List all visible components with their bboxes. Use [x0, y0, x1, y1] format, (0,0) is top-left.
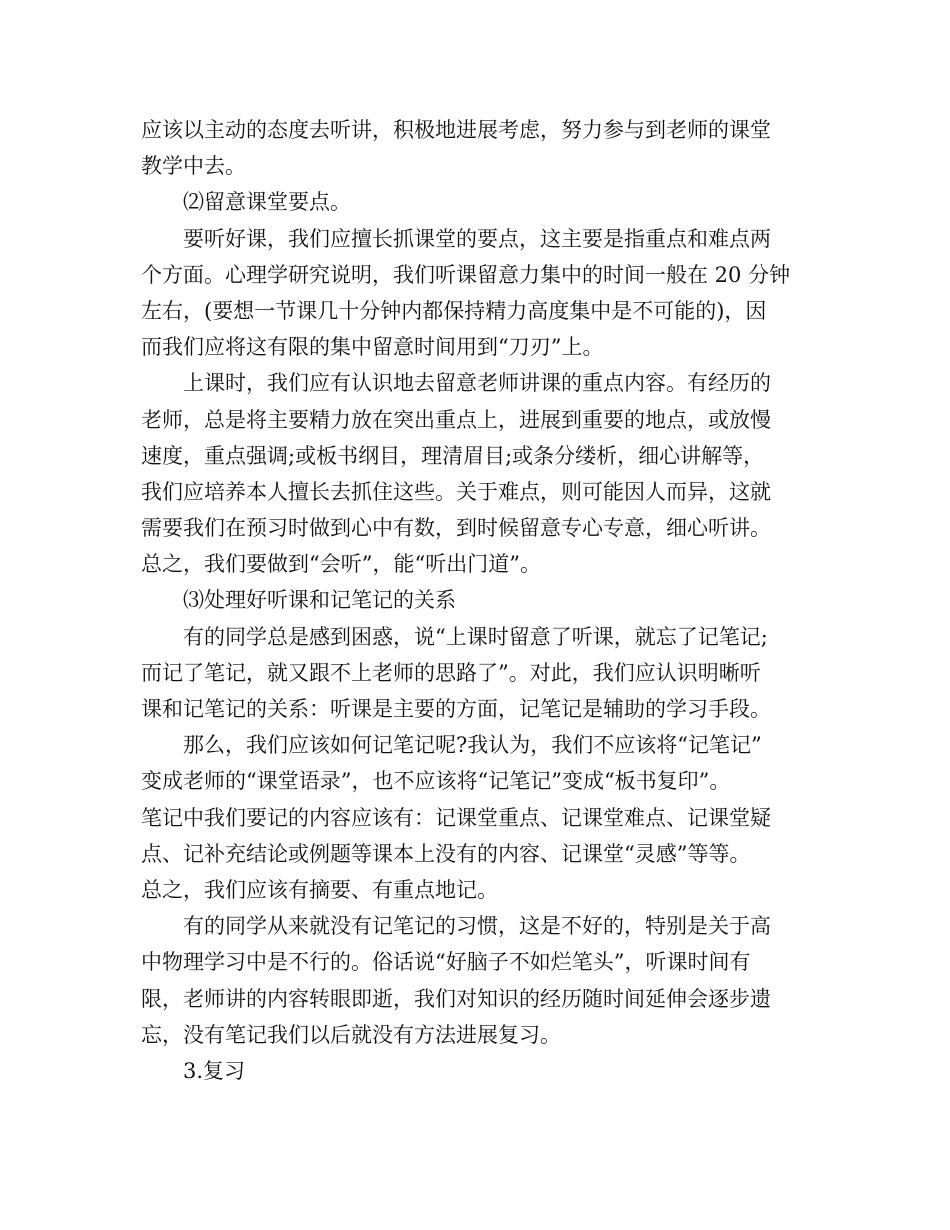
- text-line: 教学中去。: [141, 154, 246, 179]
- text-line: 个方面。心理学研究说明，我们听课留意力集中的时间一般在 20 分钟: [141, 262, 791, 287]
- text-line: 需要我们在预习时做到心中有数，到时候留意专心专意，细心听讲。: [141, 516, 771, 541]
- text-line: 总之，我们要做到“会听”，能“听出门道”。: [141, 552, 541, 577]
- text-line: 我们应培养本人擅长去抓住这些。关于难点，则可能因人而异，这就: [141, 479, 771, 504]
- text-line: 而记了笔记，就又跟不上老师的思路了”。对此，我们应认识明晰听: [141, 660, 761, 685]
- text-line: 中物理学习中是不行的。俗话说“好脑子不如烂笔头”，听课时间有: [141, 950, 751, 975]
- text-line: 上课时，我们应有认识地去留意老师讲课的重点内容。有经历的: [183, 371, 771, 396]
- text-line: 速度，重点强调;或板书纲目，理清眉目;或条分缕析，细心讲解等，: [141, 443, 765, 468]
- text-line: 变成老师的“课堂语录”，也不应该将“记笔记”变成“板书复印”。: [141, 769, 731, 794]
- text-line: 那么，我们应该如何记笔记呢?我认为，我们不应该将“记笔记”: [183, 733, 762, 758]
- text-line: 总之，我们应该有摘要、有重点地记。: [141, 877, 498, 902]
- text-line: 有的同学从来就没有记笔记的习惯，这是不好的，特别是关于高: [183, 914, 771, 939]
- text-line: 而我们应将这有限的集中留意时间用到“刀刃”上。: [141, 335, 604, 360]
- text-line: ⑵留意课堂要点。: [183, 190, 351, 215]
- text-line: 左右，(要想一节课几十分钟内都保持精力高度集中是不可能的)，因: [141, 298, 767, 323]
- text-line: ⑶处理好听课和记笔记的关系: [183, 588, 456, 613]
- text-line: 笔记中我们要记的内容应该有：记课堂重点、记课堂难点、记课堂疑: [141, 805, 771, 830]
- text-line: 限，老师讲的内容转眼即逝，我们对知识的经历随时间延伸会逐步遗: [141, 986, 771, 1011]
- text-line: 点、记补充结论或例题等课本上没有的内容、记课堂“灵感”等等。: [141, 841, 751, 866]
- text-line: 课和记笔记的关系：听课是主要的方面，记笔记是辅助的学习手段。: [141, 697, 771, 721]
- body-text: [141, 112, 831, 1089]
- text-line: 有的同学总是感到困惑，说“上课时留意了听课，就忘了记笔记;: [183, 624, 768, 649]
- text-line: 忘，没有笔记我们以后就没有方法进展复习。: [141, 1022, 561, 1047]
- text-line: 3.复习: [183, 1058, 246, 1083]
- text-line: 老师，总是将主要精力放在突出重点上，进展到重要的地点，或放慢: [141, 407, 771, 432]
- text-line: 应该以主动的态度去听讲，积极地进展考虑，努力参与到老师的课堂: [141, 118, 771, 142]
- text-line: 要听好课，我们应擅长抓课堂的要点，这主要是指重点和难点两: [183, 226, 771, 251]
